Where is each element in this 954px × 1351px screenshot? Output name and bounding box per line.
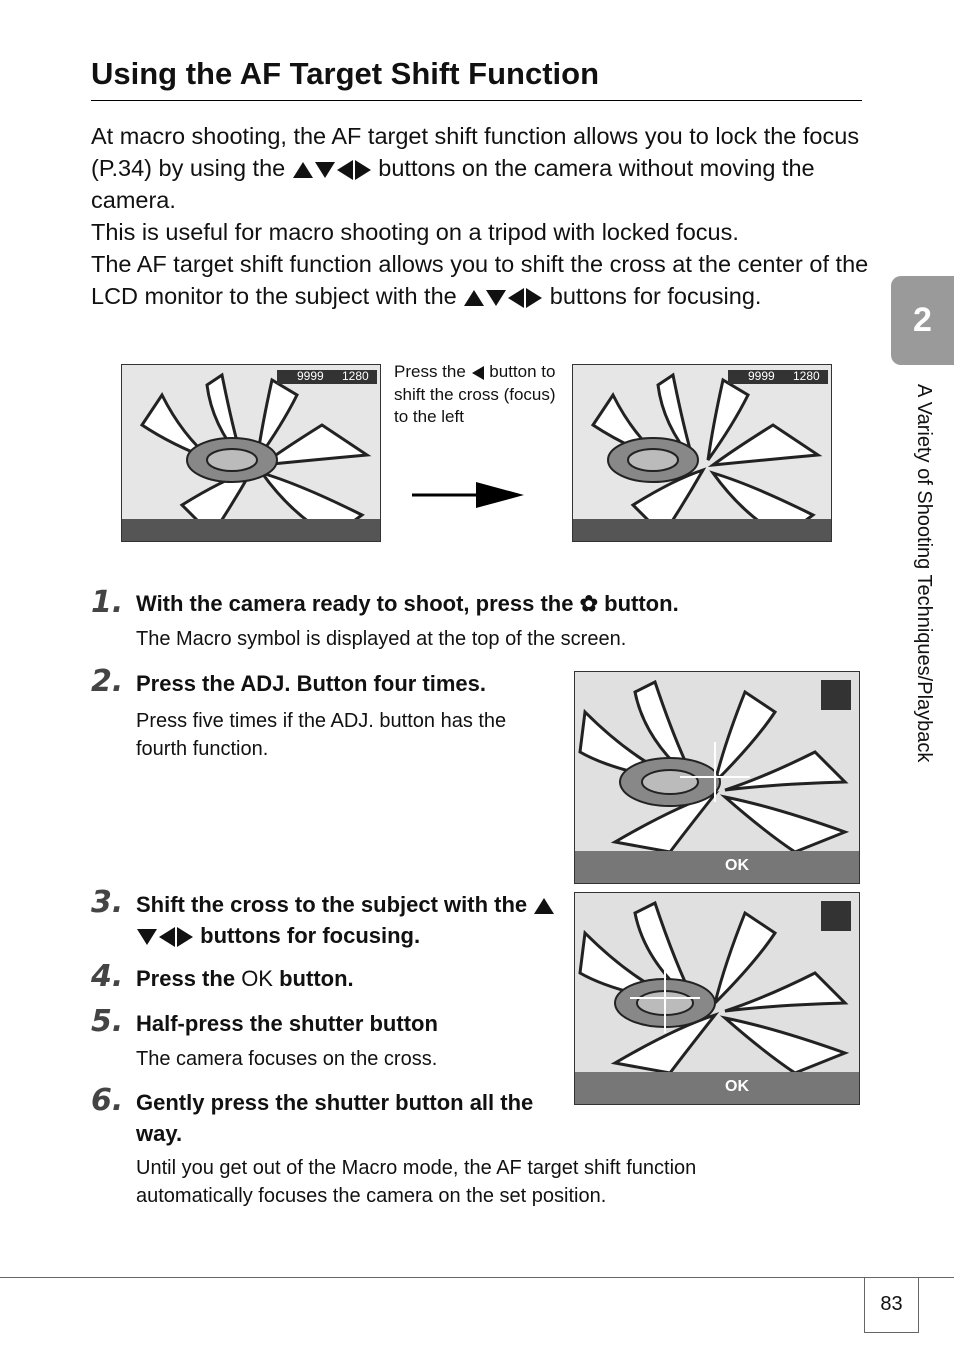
step-1-head-b: button.: [604, 591, 679, 616]
camera-screen-adj: [574, 671, 860, 884]
page-title: Using the AF Target Shift Function: [91, 56, 600, 91]
step-heading: [136, 963, 566, 994]
step-heading: [136, 588, 856, 619]
step-4-head-b: button.: [279, 966, 354, 991]
caption-b: button to shift the cross (focus) to the left: [394, 362, 556, 426]
step-heading: Half-press the shutter button: [136, 1011, 438, 1036]
left-button-icon: [472, 366, 484, 380]
ok-label: OK: [725, 857, 749, 874]
direction-buttons-icon: [463, 283, 543, 309]
step-heading: Press the ADJ. Button four times.: [136, 671, 487, 696]
lcd-size: 1280: [342, 369, 369, 383]
step-heading: [136, 889, 566, 951]
ok-bar: [575, 851, 859, 883]
direction-buttons-icon: [292, 155, 372, 181]
flower-image: [573, 365, 831, 541]
intro-p3-b: buttons for focusing.: [549, 283, 762, 309]
figure-caption: [394, 361, 564, 429]
step-3-head-b: buttons for focusing.: [200, 923, 421, 948]
chapter-title-text: A Variety of Shooting Techniques/Playback: [913, 384, 935, 763]
caption-a: Press the: [394, 362, 466, 381]
intro-paragraph-3: [91, 248, 871, 312]
step-4-head-a: Press the: [136, 966, 236, 991]
lcd-counter: 9999: [297, 369, 324, 383]
ok-button-glyph: OK: [241, 966, 273, 991]
title-divider: [91, 100, 862, 101]
macro-icon: ✿: [579, 591, 599, 616]
step-description: Until you get out of the Macro mode, the AF target shift function automatically focuses the camera on the set position.: [136, 1157, 697, 1207]
chapter-tab: 2: [891, 276, 954, 365]
lcd-screen-after: [572, 364, 832, 542]
flower-image: [122, 365, 380, 541]
lcd-size: 1280: [793, 369, 820, 383]
camera-screen-cross: [574, 892, 860, 1105]
lcd-screen-before: [121, 364, 381, 542]
right-arrow-icon: [412, 482, 524, 508]
intro-text: [91, 120, 871, 312]
intro-p3-a: The AF target shift function allows you to shift the cross at the center of the LCD monitor to the subject with the: [91, 251, 869, 309]
page-number: 83: [864, 1277, 919, 1333]
step-number: 1.: [91, 585, 124, 620]
ok-bar: [575, 1072, 859, 1104]
step-3-head-a: Shift the cross to the subject with the: [136, 892, 528, 917]
step-number: 4.: [91, 959, 124, 994]
step-description: The Macro symbol is displayed at the top of the screen.: [136, 628, 627, 650]
step-description: The camera focuses on the cross.: [136, 1048, 438, 1070]
step-number: 5.: [91, 1004, 124, 1039]
footer-divider: [0, 1277, 954, 1278]
step-1-head-a: With the camera ready to shoot, press the: [136, 591, 574, 616]
lcd-counter: 9999: [748, 369, 775, 383]
ok-label: OK: [725, 1078, 749, 1095]
chapter-title-vertical: [908, 384, 938, 874]
step-heading: Gently press the shutter button all the way.: [136, 1090, 534, 1146]
step-description: Press five times if the ADJ. button has the fourth function.: [136, 710, 507, 760]
step-number: 2.: [91, 664, 124, 699]
intro-paragraph-2: This is useful for macro shooting on a tripod with locked focus.: [91, 219, 739, 245]
step-number: 3.: [91, 885, 124, 920]
step-number: 6.: [91, 1083, 124, 1118]
intro-p1-b: buttons on the camera without moving the camera.: [91, 155, 815, 213]
intro-paragraph-1: [91, 120, 871, 216]
intro-p1-a: At macro shooting, the AF target shift function allows you to lock the focus (P.34) by using the: [91, 123, 860, 181]
